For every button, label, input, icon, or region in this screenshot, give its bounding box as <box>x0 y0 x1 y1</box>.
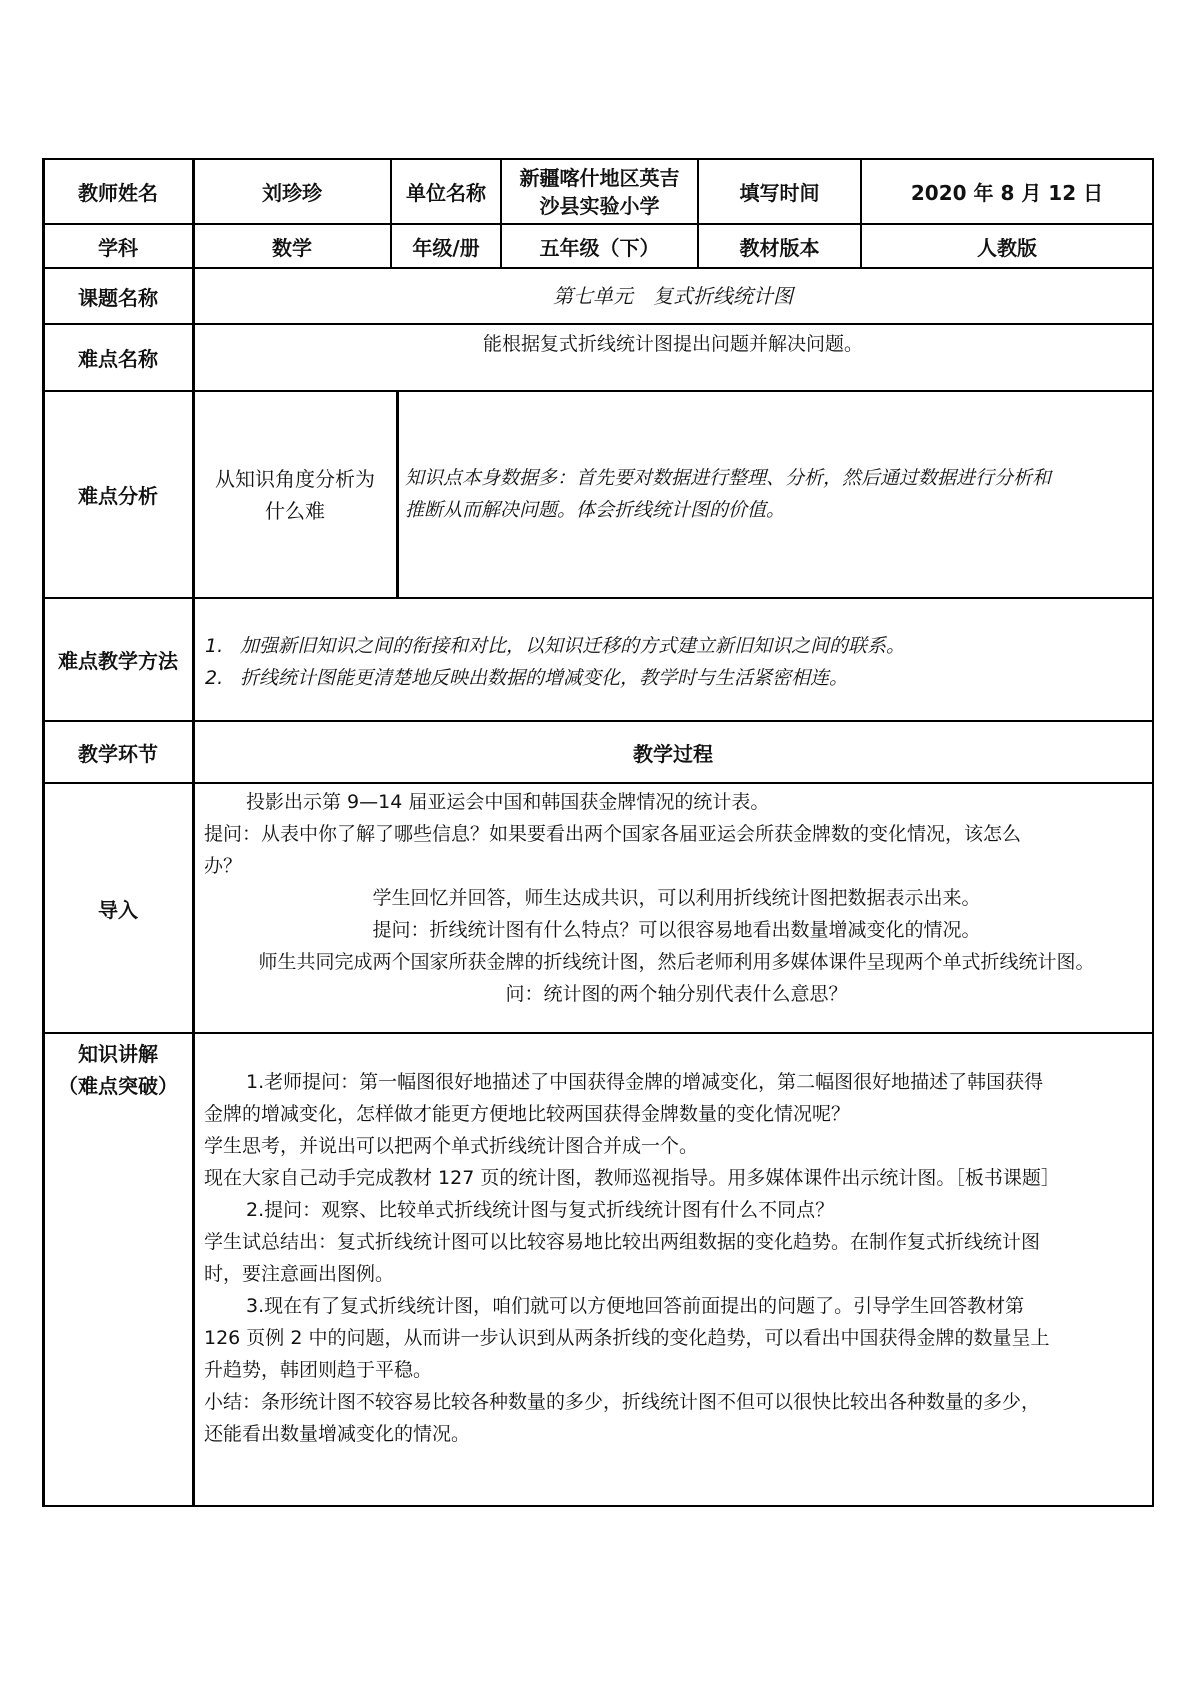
knowledge-line: 现在大家自己动手完成教材 127 页的统计图，教师巡视指导。用多媒体课件出示统计图。［板书课题］ <box>204 1167 1060 1189</box>
intro-line: 师生共同完成两个国家所获金牌的折线统计图，然后老师利用多媒体课件呈现两个单式折线统计图。 <box>258 951 1095 973</box>
edition-label: 教材版本 <box>739 235 820 260</box>
subject-value: 数学 <box>272 235 312 260</box>
teacher-name-value: 刘珍珍 <box>262 181 322 205</box>
knowledge-line: 2.提问：观察、比较单式折线统计图与复式折线统计图有什么不同点？ <box>246 1199 835 1221</box>
analysis-text <box>405 462 1150 526</box>
intro-line: 投影出示第 9—14 届亚运会中国和韩国获金牌情况的统计表。 <box>246 791 770 813</box>
knowledge-line: 126 页例 2 中的问题，从而讲一步认识到从两条折线的变化趋势，可以看出中国获得金牌的数量呈上 <box>204 1327 1050 1349</box>
method-list <box>205 630 1145 694</box>
analysis-text-line1: 知识点本身数据多：首先要对数据进行整理、分析，然后通过数据进行分析和 <box>405 467 1052 489</box>
knowledge-line: 金牌的增减变化，怎样做才能更方便地比较两国获得金牌数量的变化情况呢？ <box>204 1103 851 1125</box>
date-value: 2020 年 8 月 12 日 <box>910 181 1104 205</box>
teacher-name-label: 教师姓名 <box>78 181 158 205</box>
topic-value: 第七单元 复式折线统计图 <box>553 284 793 308</box>
analysis-sub-label <box>194 392 396 597</box>
analysis-sub-line1: 从知识角度分析为 <box>215 466 375 491</box>
knowledge-line: 学生思考，并说出可以把两个单式折线统计图合并成一个。 <box>204 1135 699 1157</box>
topic-label: 课题名称 <box>78 285 158 310</box>
knowledge-line: 学生试总结出：复式折线统计图可以比较容易地比较出两组数据的变化趋势。在制作复式折线统计图 <box>204 1231 1041 1253</box>
knowledge-line: 升趋势，韩团则趋于平稳。 <box>204 1359 433 1381</box>
method-label: 难点教学方法 <box>58 649 178 673</box>
intro-line: 问：统计图的两个轴分别代表什么意思？ <box>505 983 848 1005</box>
knowledge-content <box>204 1066 1149 1450</box>
intro-line: 办？ <box>204 855 243 877</box>
difficulty-value: 能根据复式折线统计图提出问题并解决问题。 <box>482 333 863 355</box>
knowledge-line: 还能看出数量增减变化的情况。 <box>204 1423 471 1445</box>
knowledge-line: 小结：条形统计图不较容易比较各种数量的多少，折线统计图不但可以很快比较出各种数量的多少， <box>204 1391 1041 1413</box>
grade-label: 年级/册 <box>412 235 480 260</box>
analysis-sub-line2: 什么难 <box>265 498 325 523</box>
unit-name-label: 单位名称 <box>406 181 486 205</box>
method-item: 1. 加强新旧知识之间的衔接和对比，以知识迁移的方式建立新旧知识之间的联系。 <box>205 635 906 657</box>
process-title: 教学过程 <box>633 741 713 766</box>
knowledge-label-line2: （难点突破） <box>58 1074 178 1098</box>
knowledge-line: 3.现在有了复式折线统计图，咱们就可以方便地回答前面提出的问题了。引导学生回答教材第 <box>246 1295 1025 1317</box>
knowledge-line: 1.老师提问：第一幅图很好地描述了中国获得金牌的增减变化，第二幅图很好地描述了韩国获得 <box>246 1071 1044 1093</box>
grade-value: 五年级（下） <box>539 235 660 260</box>
intro-content <box>204 786 1149 1010</box>
difficulty-label: 难点名称 <box>78 347 158 371</box>
process-stage-label: 教学环节 <box>78 741 158 766</box>
method-item: 2. 折线统计图能更清楚地反映出数据的增减变化，教学时与生活紧密相连。 <box>205 667 849 689</box>
intro-line: 提问：折线统计图有什么特点？可以很容易地看出数量增减变化的情况。 <box>372 919 981 941</box>
intro-line: 提问：从表中你了解了哪些信息？如果要看出两个国家各届亚运会所获金牌数的变化情况，该怎么 <box>204 823 1022 845</box>
knowledge-line: 时，要注意画出图例。 <box>204 1263 395 1285</box>
subject-label: 学科 <box>98 235 138 260</box>
unit-name-value <box>502 160 697 223</box>
analysis-text-line2: 推断从而解决问题。体会折线统计图的价值。 <box>405 499 786 521</box>
intro-line: 学生回忆并回答，师生达成共识，可以利用折线统计图把数据表示出来。 <box>372 887 981 909</box>
date-label: 填写时间 <box>739 181 820 205</box>
unit-name-line2: 沙县实验小学 <box>539 193 660 218</box>
knowledge-label <box>44 1038 192 1102</box>
intro-label: 导入 <box>98 897 138 922</box>
edition-value: 人教版 <box>977 235 1037 260</box>
knowledge-label-line1: 知识讲解 <box>78 1042 158 1066</box>
analysis-label: 难点分析 <box>78 484 158 508</box>
unit-name-line1: 新疆喀什地区英吉 <box>519 165 680 190</box>
